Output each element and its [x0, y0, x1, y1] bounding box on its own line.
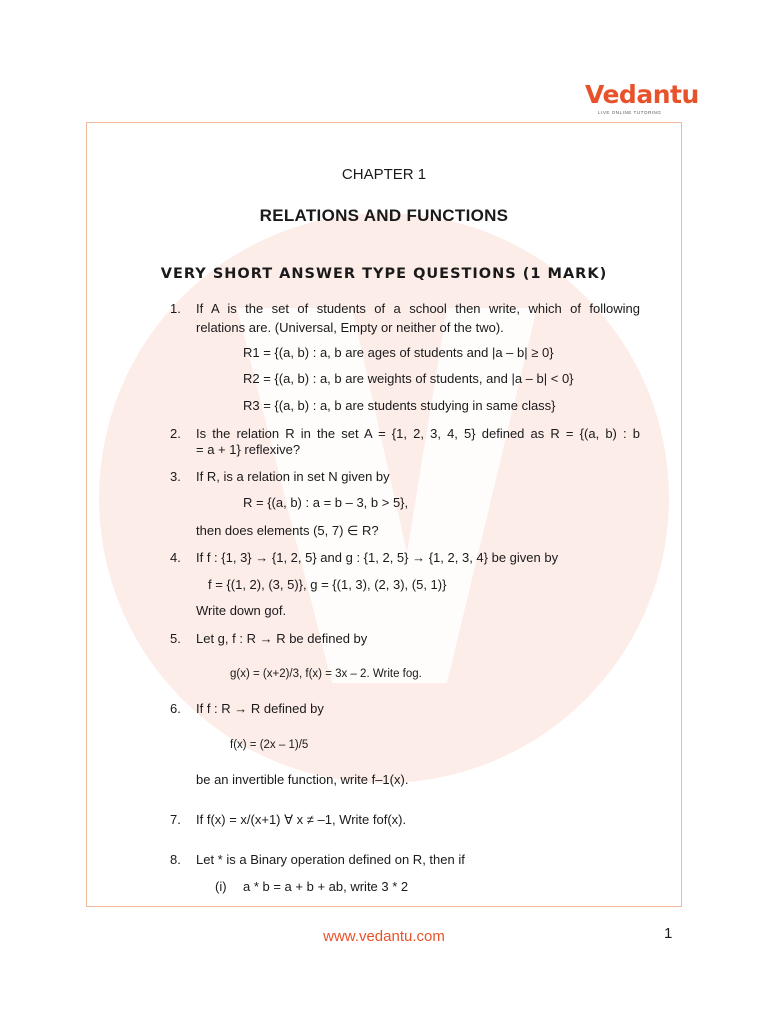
question-text: Write down gof. — [196, 603, 287, 618]
equation: f(x) = (2x – 1)/5 — [230, 739, 309, 751]
question-number: 8. — [170, 852, 181, 867]
question-number: 1. — [170, 301, 181, 316]
question-text: = a + 1} reflexive? — [196, 442, 301, 457]
chapter-heading: CHAPTER 1 — [341, 166, 427, 183]
question-number: 2. — [170, 426, 181, 441]
question-number: 6. — [170, 701, 181, 716]
vedantu-logo — [585, 80, 699, 125]
question-text: Is the relation R in the set A = {1, 2, 3, 4, 5} defined as R = {(a, b) : b — [196, 426, 640, 441]
question-number: 7. — [170, 812, 181, 827]
footer-link[interactable]: www.vedantu.com — [323, 928, 445, 945]
question-text: Let g, f : R → R be defined by — [196, 631, 368, 646]
question-text: If f : {1, 3} → {1, 2, 5} and g : {1, 2, 5} → {1, 2, 3, 4} be given by — [196, 550, 559, 565]
question-number: 3. — [170, 469, 181, 484]
question-text: If f(x) = x/(x+1) ∀ x ≠ –1, Write fof(x). — [196, 812, 407, 827]
question-number: 4. — [170, 550, 181, 565]
logo-tagline: LIVE ONLINE TUTORING — [598, 110, 662, 115]
question-text: If A is the set of students of a school then write, which of following — [196, 301, 640, 316]
chapter-title: RELATIONS AND FUNCTIONS — [259, 206, 509, 225]
section-heading: VERY SHORT ANSWER TYPE QUESTIONS (1 MARK) — [160, 266, 608, 282]
question-text: relations are. (Universal, Empty or neither of the two). — [196, 320, 504, 335]
equation: R = {(a, b) : a = b – 3, b > 5}, — [243, 495, 409, 510]
question-text: If R, is a relation in set N given by — [196, 469, 390, 484]
equation: g(x) = (x+2)/3, f(x) = 3x – 2. Write fog. — [230, 668, 422, 680]
question-text: be an invertible function, write f–1(x). — [196, 772, 409, 787]
relation-r1: R1 = {(a, b) : a, b are ages of students and |a – b| ≥ 0} — [243, 345, 554, 360]
sub-question-label: (i) — [215, 879, 227, 894]
equation: a * b = a + b + ab, write 3 * 2 — [243, 879, 409, 894]
logo-wordmark: Vedantu — [585, 80, 699, 109]
equation: f = {(1, 2), (3, 5)}, g = {(1, 3), (2, 3), (5, 1)} — [208, 577, 447, 592]
question-number: 5. — [170, 631, 181, 646]
page-number: 1 — [664, 925, 673, 942]
question-text: then does elements (5, 7) ∈ R? — [196, 523, 379, 538]
question-text: If f : R → R defined by — [196, 701, 324, 716]
relation-r2: R2 = {(a, b) : a, b are weights of students, and |a – b| < 0} — [243, 371, 574, 386]
relation-r3: R3 = {(a, b) : a, b are students studying in same class} — [243, 398, 556, 413]
question-text: Let * is a Binary operation defined on R, then if — [196, 852, 465, 867]
